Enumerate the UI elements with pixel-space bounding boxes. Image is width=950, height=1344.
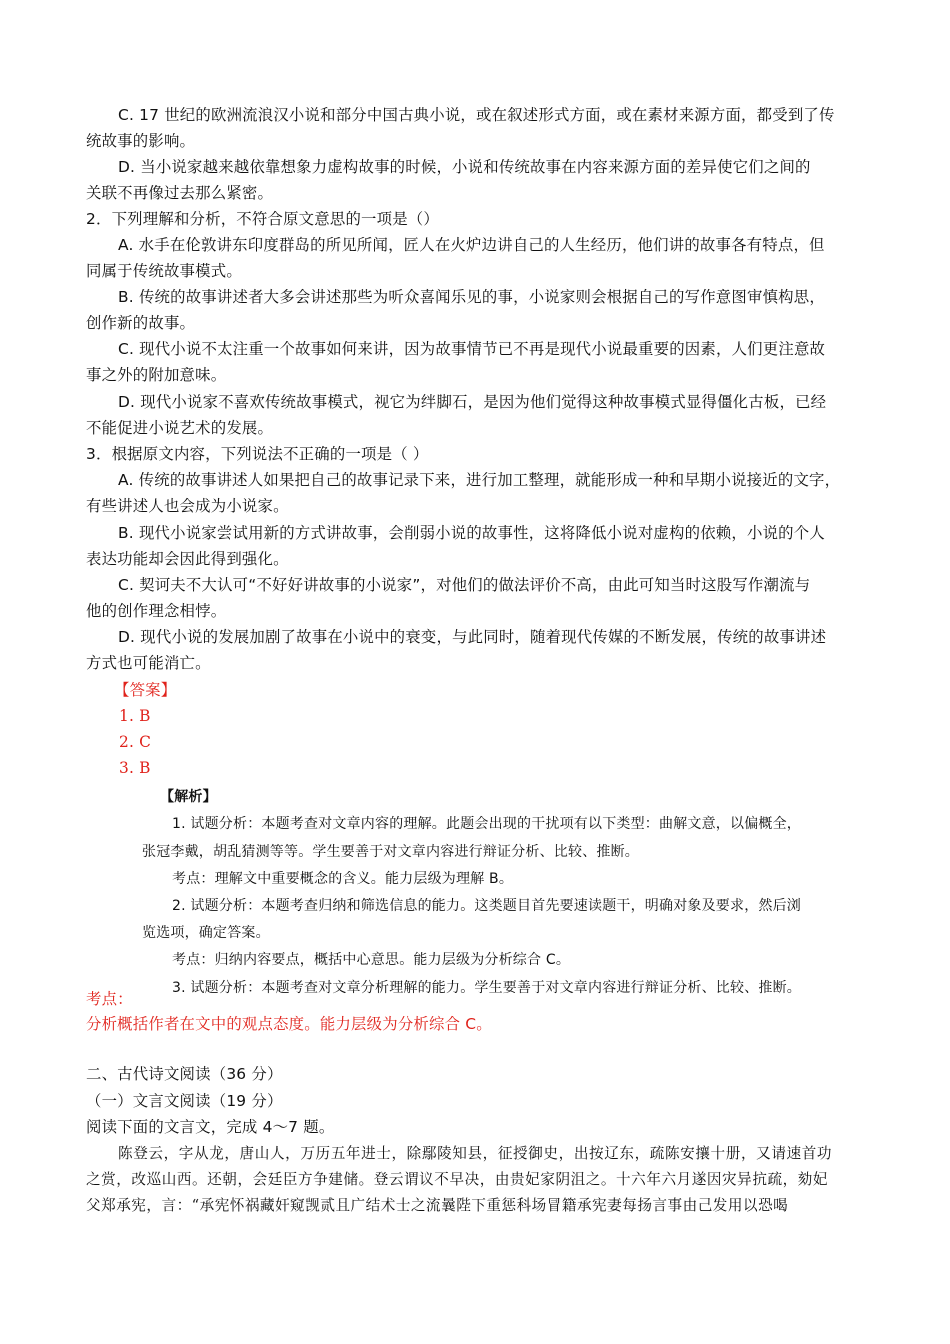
q2-stem: 2．下列理解和分析，不符合原文意思的一项是（） (86, 210, 439, 228)
q3-stem: 3．根据原文内容，下列说法不正确的一项是（ ） (86, 445, 429, 463)
q3-option-c-line1: C. 契诃夫不大认可“不好好讲故事的小说家”，对他们的做法评价不高，由此可知当时这股写作潮流与 (118, 576, 811, 594)
analysis-1-point: 考点：理解文中重要概念的含义。能力层级为理解 B。 (172, 871, 514, 887)
section2-subtitle: （一）文言文阅读（19 分） (86, 1092, 283, 1110)
q3-option-a-line2: 有些讲述人也会成为小说家。 (86, 497, 289, 515)
analysis-3-point-text: 分析概括作者在文中的观点态度。能力层级为分析综合 C。 (86, 1015, 492, 1033)
q3-option-d-line2: 方式也可能消亡。 (86, 654, 211, 672)
q3-option-b-line2: 表达功能却会因此得到强化。 (86, 550, 289, 568)
answer-item-3: 3. B (119, 759, 151, 777)
q2-option-c-line1: C. 现代小说不太注重一个故事如何来讲，因为故事情节已不再是现代小说最重要的因素，人们更注意故 (118, 340, 826, 358)
q1-option-d-line2: 关联不再像过去那么紧密。 (86, 184, 274, 202)
q3-option-a-line1: A. 传统的故事讲述人如果把自己的故事记录下来，进行加工整理，就能形成一种和早期小说接近的文字， (118, 471, 841, 489)
q2-option-b-line1: B. 传统的故事讲述者大多会讲述那些为听众喜闻乐见的事，小说家则会根据自己的写作意图审慎构思， (118, 288, 825, 306)
analysis-2-line2: 览选项，确定答案。 (142, 925, 270, 941)
passage-line1: 陈登云，字从龙，唐山人，万历五年进士，除鄢陵知县，征授御史，出按辽东，疏陈安攘十册，又请速首功 (118, 1145, 833, 1162)
analysis-header: 【解析】 (160, 789, 217, 805)
q1-option-c-line2: 统故事的影响。 (86, 132, 196, 150)
analysis-2-line1: 2. 试题分析：本题考查归纳和筛选信息的能力。这类题目首先要速读题干，明确对象及要求，然后浏 (172, 898, 802, 914)
passage-line3: 父郑承宪，言：“承宪怀祸藏奸窥觊贰且广结术士之流曩陛下重惩科场冒籍承宪妻每扬言事由己发用以恐喝 (86, 1197, 789, 1214)
q2-option-d-line2: 不能促进小说艺术的发展。 (86, 419, 274, 437)
analysis-2-point: 考点：归纳内容要点，概括中心意思。能力层级为分析综合 C。 (172, 952, 571, 968)
q1-option-d-line1: D. 当小说家越来越依靠想象力虚构故事的时候，小说和传统故事在内容来源方面的差异使它们之间的 (118, 158, 811, 176)
q2-option-a-line1: A. 水手在伦敦讲东印度群岛的所见所闻，匠人在火炉边讲自己的人生经历，他们讲的故事各有特点，但 (118, 236, 825, 254)
q3-option-d-line1: D. 现代小说的发展加剧了故事在小说中的衰变，与此同时，随着现代传媒的不断发展，传统的故事讲述 (118, 628, 827, 646)
q3-option-b-line1: B. 现代小说家尝试用新的方式讲故事，会削弱小说的故事性，这将降低小说对虚构的依赖，小说的个人 (118, 524, 825, 542)
section2-title: 二、古代诗文阅读（36 分） (86, 1065, 283, 1083)
q2-option-d-line1: D. 现代小说家不喜欢传统故事模式，视它为绊脚石，是因为他们觉得这种故事模式显得僵化古板，已经 (118, 393, 827, 411)
answer-header: 【答案】 (114, 681, 177, 699)
q2-option-b-line2: 创作新的故事。 (86, 314, 196, 332)
q2-option-a-line2: 同属于传统故事模式。 (86, 262, 242, 280)
analysis-1-line1: 1. 试题分析：本题考查对文章内容的理解。此题会出现的干扰项有以下类型：曲解文意，以偏概全， (172, 816, 802, 832)
analysis-3-point-label: 考点： (86, 990, 133, 1008)
q2-option-c-line2: 事之外的附加意味。 (86, 366, 227, 384)
analysis-1-line2: 张冠李戴，胡乱猜测等等。学生要善于对文章内容进行辩证分析、比较、推断。 (142, 844, 639, 860)
answer-item-1: 1. B (119, 707, 151, 725)
section2-instruction: 阅读下面的文言文，完成 4～7 题。 (86, 1118, 335, 1136)
q3-option-c-line2: 他的创作理念相悖。 (86, 602, 227, 620)
passage-line2: 之赏，改巡山西。还朝，会廷臣方争建储。登云谓议不早决，由贵妃家阴沮之。十六年六月遂因灾异抗疏，劾妃 (86, 1171, 829, 1188)
q1-option-c-line1: C. 17 世纪的欧洲流浪汉小说和部分中国古典小说，或在叙述形式方面，或在素材来源方面，都受到了传 (118, 106, 835, 124)
analysis-3-line1: 3. 试题分析：本题考查对文章分析理解的能力。学生要善于对文章内容进行辩证分析、比较、推断。 (172, 980, 802, 996)
answer-item-2: 2. C (119, 733, 152, 751)
